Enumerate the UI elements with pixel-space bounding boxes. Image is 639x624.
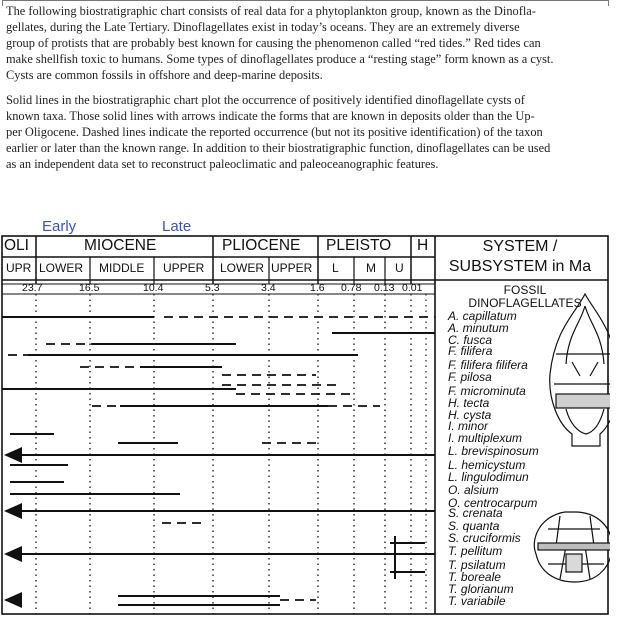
taxon-label: A. minutum xyxy=(448,321,509,335)
subsystem-u: U xyxy=(395,261,404,275)
fossil-dinoflagellates-title xyxy=(440,284,610,310)
text-line: per Oligocene. Dashed lines indicate the reported occurrence (but not its positive identification) of the taxon xyxy=(6,124,543,139)
subsystem-upr: UPR xyxy=(6,261,32,275)
age-label: 3.4 xyxy=(261,282,276,294)
cyst-plate-line xyxy=(585,306,604,364)
text-line: group of protists that are probably best known for causing the phenomenon called “red tides.” Red tides can xyxy=(6,35,541,50)
right-border xyxy=(608,0,609,6)
age-label: 5.3 xyxy=(205,282,220,294)
subsystem-upper: UPPER xyxy=(163,261,205,275)
system-miocene: MIOCENE xyxy=(84,237,157,254)
taxon-label: H. cysta xyxy=(448,408,492,422)
system-pliocene: PLIOCENE xyxy=(222,237,301,254)
early-annotation: Early xyxy=(42,218,77,235)
taxon-label: T. pellitum xyxy=(448,544,503,558)
subsystem-l: L xyxy=(332,261,339,275)
taxon-label: T. variabile xyxy=(448,594,506,608)
text-line: Cysts are common fossils in offshore and deep-marine deposits. xyxy=(6,67,323,82)
system-oli: OLI xyxy=(4,237,29,254)
cyst-girdle xyxy=(556,394,610,408)
taxon-label: L. brevispinosum xyxy=(448,444,539,458)
age-label: 0.01 xyxy=(402,282,423,294)
system-pleisto: PLEISTO xyxy=(326,237,392,254)
text-line: as an independent data set to reconstruct paleoclimatic and paleoceanographic features. xyxy=(6,156,439,171)
subsystem-plio-lower: LOWER xyxy=(220,261,265,275)
left-border xyxy=(2,0,3,6)
cyst-plate-line xyxy=(566,306,585,364)
taxon-label: F. pilosa xyxy=(448,370,492,384)
taxon-label: C. fusca xyxy=(448,333,493,347)
taxon-label: L. hemicystum xyxy=(448,458,526,472)
taxon-label: F. filifera xyxy=(448,344,493,358)
text-line: make shellfish toxic to humans. Some types of dinoflagellates produce a “resting stage” form known as a cyst. xyxy=(6,51,554,66)
arrow-t-pellitum xyxy=(4,546,22,562)
cyst-illustration-1 xyxy=(550,294,610,446)
cyst-illustration-2 xyxy=(534,512,610,582)
system-subsystem-title xyxy=(430,237,610,277)
cyst-girdle xyxy=(538,543,610,550)
fossil-title-line: FOSSIL xyxy=(503,283,547,297)
taxon-label: F. microminuta xyxy=(448,384,526,398)
age-label: 0.78 xyxy=(341,282,362,294)
taxon-label: S. crenata xyxy=(448,506,503,520)
age-label: 23.7 xyxy=(22,282,43,294)
age-label: 16.5 xyxy=(79,282,100,294)
system-holocene: H xyxy=(417,237,429,254)
cyst-plate-line xyxy=(566,409,586,434)
text-line: The following biostratigraphic chart consists of real data for a phytoplankton group, known as the Dinofla- xyxy=(6,4,536,18)
text-line: known taxa. Those solid lines with arrows indicate the forms that are known in deposits older than the Up- xyxy=(6,108,535,123)
dinoflagellates-title-line: DINOFLAGELLATES xyxy=(468,296,582,310)
taxon-label: H. tecta xyxy=(448,396,490,410)
taxon-label: O. centrocarpum xyxy=(448,496,538,510)
arrow-l-brevispinosum xyxy=(4,447,22,463)
arrow-t-glorianum xyxy=(4,592,22,608)
taxon-label: I. minor xyxy=(448,419,489,433)
arrow-o-centrocarpum xyxy=(4,503,22,519)
late-annotation: Late xyxy=(162,218,192,235)
taxon-label: O. alsium xyxy=(448,483,499,497)
cyst-plate-line xyxy=(586,409,604,434)
arrowheads xyxy=(4,447,22,608)
subsystem-plio-upper: UPPER xyxy=(271,261,313,275)
intro-paragraph xyxy=(6,4,608,84)
range-lines xyxy=(2,317,435,605)
text-line: Solid lines in the biostratigraphic chart plot the occurrence of positively identified dinoflagellate cysts of xyxy=(6,93,525,107)
taxon-label: L. lingulodimun xyxy=(448,470,529,484)
chart-explanation-paragraph xyxy=(6,93,608,173)
top-border xyxy=(2,0,608,1)
taxon-label: S. cruciformis xyxy=(448,531,521,545)
taxon-label: T. psilatum xyxy=(448,558,506,572)
taxon-label: A. capillatum xyxy=(448,309,517,323)
cyst-outline xyxy=(550,294,610,446)
dashed-ranges xyxy=(8,317,435,600)
subsystem-m: M xyxy=(366,261,376,275)
cyst-plate-line xyxy=(572,362,598,376)
cyst-archeopyle xyxy=(566,554,582,572)
age-label: 1.6 xyxy=(310,282,325,294)
subsystem-title-line: SUBSYSTEM in Ma xyxy=(448,258,592,275)
age-label: 10.4 xyxy=(143,282,164,294)
taxon-label: I. multiplexum xyxy=(448,431,523,445)
text-line: earlier or later than the known range. In addition to their biostratigraphic function, dinoflagellates can be used xyxy=(6,140,551,155)
system-title-line: SYSTEM / xyxy=(482,238,558,255)
taxon-label: F. filifera filifera xyxy=(448,358,528,372)
biostratigraphic-chart xyxy=(0,234,610,616)
taxon-label: T. glorianum xyxy=(448,582,514,596)
subsystem-middle: MIDDLE xyxy=(99,261,145,275)
text-line: gellates, during the Late Tertiary. Dinoflagellates exist in today’s oceans. They are an extremely diverse xyxy=(6,19,520,34)
taxon-label: S. quanta xyxy=(448,519,500,533)
taxon-label: T. boreale xyxy=(448,570,501,584)
subsystem-lower: LOWER xyxy=(39,261,84,275)
age-label: 0.13 xyxy=(374,282,395,294)
